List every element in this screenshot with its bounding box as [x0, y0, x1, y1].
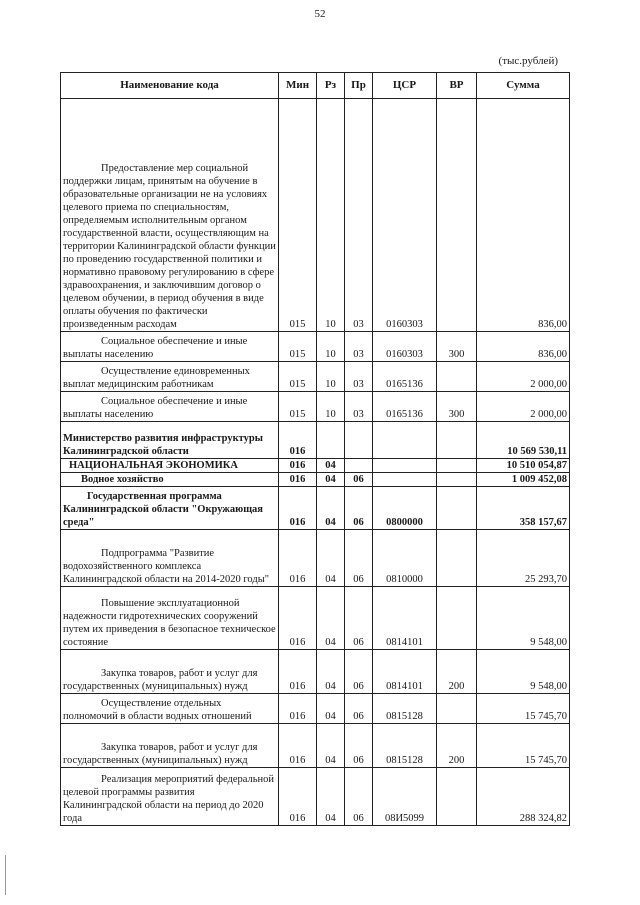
- row-rz: 10: [317, 332, 345, 362]
- row-csr: 0810000: [373, 530, 437, 587]
- row-name: Реализация мероприятий федеральной целевой программы развития Калининградской области на период до 2020 года: [63, 774, 275, 824]
- row-name: НАЦИОНАЛЬНАЯ ЭКОНОМИКА: [69, 460, 238, 471]
- row-pr: 06: [345, 530, 373, 587]
- row-pr: [345, 459, 373, 473]
- table-row: [61, 473, 570, 487]
- table-header-row: [61, 73, 570, 99]
- row-rz: 04: [317, 587, 345, 650]
- header-name: Наименование кода: [61, 73, 279, 99]
- row-name: Предоставление мер социальной поддержки лицам, принятым на обучение в образовательные организации не на условиях целевого приема по специальностям, определяемым исполнительным органом государственной власти, осуществляющим на территории Калининградской области функции по проведению государственной политики и нормативно правовому регулированию в сфере здравоохранения, и заключившим договор о целевом обучении, в период обучения в виде оплаты обучения по фактически произведенным расходам: [63, 163, 276, 330]
- row-pr: 06: [345, 724, 373, 768]
- row-pr: 03: [345, 332, 373, 362]
- row-pr: 06: [345, 487, 373, 530]
- row-csr: 0814101: [373, 587, 437, 650]
- row-vr: 200: [437, 724, 477, 768]
- row-name: Министерство развития инфраструктуры Калининградской области: [63, 433, 263, 457]
- row-csr: 08И5099: [373, 768, 437, 826]
- row-pr: 06: [345, 473, 373, 487]
- row-name: Водное хозяйство: [81, 474, 164, 485]
- table-row: [61, 459, 570, 473]
- row-min: 016: [279, 459, 317, 473]
- row-csr: [373, 459, 437, 473]
- row-rz: 04: [317, 530, 345, 587]
- row-sum: 836,00: [477, 99, 570, 332]
- row-min: 015: [279, 332, 317, 362]
- row-name: Закупка товаров, работ и услуг для государственных (муниципальных) нужд: [63, 668, 258, 692]
- row-sum: 9 548,00: [477, 587, 570, 650]
- row-min: 016: [279, 650, 317, 694]
- header-rz: Рз: [317, 73, 345, 99]
- row-min: 016: [279, 422, 317, 459]
- table-row: [61, 99, 570, 332]
- row-vr: 300: [437, 392, 477, 422]
- row-min: 015: [279, 392, 317, 422]
- table-row: [61, 650, 570, 694]
- row-min: 015: [279, 99, 317, 332]
- row-pr: 06: [345, 768, 373, 826]
- row-vr: [437, 768, 477, 826]
- row-name: Социальное обеспечение и иные выплаты населению: [63, 336, 248, 360]
- row-sum: 25 293,70: [477, 530, 570, 587]
- table-row: [61, 487, 570, 530]
- table-row: [61, 587, 570, 650]
- row-rz: 04: [317, 473, 345, 487]
- table-row: [61, 724, 570, 768]
- row-rz: 04: [317, 724, 345, 768]
- row-min: 016: [279, 530, 317, 587]
- row-vr: [437, 587, 477, 650]
- row-sum: 15 745,70: [477, 724, 570, 768]
- table-row: [61, 362, 570, 392]
- row-pr: 03: [345, 362, 373, 392]
- row-sum: 2 000,00: [477, 392, 570, 422]
- header-vr: ВР: [437, 73, 477, 99]
- row-rz: 04: [317, 487, 345, 530]
- row-vr: [437, 694, 477, 724]
- row-min: 016: [279, 587, 317, 650]
- row-sum: 288 324,82: [477, 768, 570, 826]
- row-name: Повышение эксплуатационной надежности гидротехнических сооружений путем их приведения в безопасное техническое состояние: [63, 598, 276, 648]
- row-name: Государственная программа Калининградской области "Окружающая среда": [63, 491, 263, 528]
- row-rz: 04: [317, 459, 345, 473]
- header-sum: Сумма: [477, 73, 570, 99]
- row-rz: 10: [317, 392, 345, 422]
- row-pr: 03: [345, 392, 373, 422]
- row-min: 016: [279, 768, 317, 826]
- header-pr: Пр: [345, 73, 373, 99]
- row-pr: 03: [345, 99, 373, 332]
- table-row: [61, 694, 570, 724]
- row-vr: [437, 487, 477, 530]
- row-name: Социальное обеспечение и иные выплаты населению: [63, 396, 248, 420]
- row-min: 016: [279, 473, 317, 487]
- row-vr: [437, 473, 477, 487]
- row-sum: 10 510 054,87: [477, 459, 570, 473]
- row-csr: 0815128: [373, 724, 437, 768]
- row-csr: 0814101: [373, 650, 437, 694]
- row-name: Подпрограмма "Развитие водохозяйственного комплекса Калининградской области на 2014-2020 годы": [63, 548, 270, 585]
- row-rz: 10: [317, 362, 345, 392]
- row-min: 015: [279, 362, 317, 392]
- row-rz: 04: [317, 650, 345, 694]
- row-csr: [373, 422, 437, 459]
- row-sum: 10 569 530,11: [477, 422, 570, 459]
- row-pr: 06: [345, 587, 373, 650]
- table-row: [61, 332, 570, 362]
- row-name: Осуществление отдельных полномочий в области водных отношений: [63, 698, 252, 722]
- row-name: Закупка товаров, работ и услуг для государственных (муниципальных) нужд: [63, 742, 258, 766]
- row-min: 016: [279, 694, 317, 724]
- row-csr: 0165136: [373, 392, 437, 422]
- row-vr: 300: [437, 332, 477, 362]
- row-vr: 200: [437, 650, 477, 694]
- row-sum: 2 000,00: [477, 362, 570, 392]
- row-vr: [437, 422, 477, 459]
- row-pr: 06: [345, 650, 373, 694]
- unit-note: (тыс.рублей): [498, 55, 558, 67]
- table-row: [61, 392, 570, 422]
- table-row: [61, 768, 570, 826]
- row-min: 016: [279, 487, 317, 530]
- header-min: Мин: [279, 73, 317, 99]
- row-rz: 04: [317, 768, 345, 826]
- row-csr: 0160303: [373, 99, 437, 332]
- header-csr: ЦСР: [373, 73, 437, 99]
- margin-mark: [5, 855, 6, 895]
- row-vr: [437, 459, 477, 473]
- row-vr: [437, 99, 477, 332]
- page-number: 52: [314, 8, 326, 20]
- row-csr: [373, 473, 437, 487]
- row-vr: [437, 362, 477, 392]
- row-name: Осуществление единовременных выплат медицинским работникам: [63, 366, 250, 390]
- row-vr: [437, 530, 477, 587]
- row-csr: 0165136: [373, 362, 437, 392]
- row-csr: 0160303: [373, 332, 437, 362]
- row-pr: [345, 422, 373, 459]
- row-pr: 06: [345, 694, 373, 724]
- row-csr: 0815128: [373, 694, 437, 724]
- row-min: 016: [279, 724, 317, 768]
- row-sum: 15 745,70: [477, 694, 570, 724]
- table-row: [61, 530, 570, 587]
- row-rz: [317, 422, 345, 459]
- row-csr: 0800000: [373, 487, 437, 530]
- row-sum: 9 548,00: [477, 650, 570, 694]
- row-sum: 358 157,67: [477, 487, 570, 530]
- row-rz: 04: [317, 694, 345, 724]
- budget-table: [60, 72, 570, 826]
- row-sum: 1 009 452,08: [477, 473, 570, 487]
- row-rz: 10: [317, 99, 345, 332]
- row-sum: 836,00: [477, 332, 570, 362]
- table-row: [61, 422, 570, 459]
